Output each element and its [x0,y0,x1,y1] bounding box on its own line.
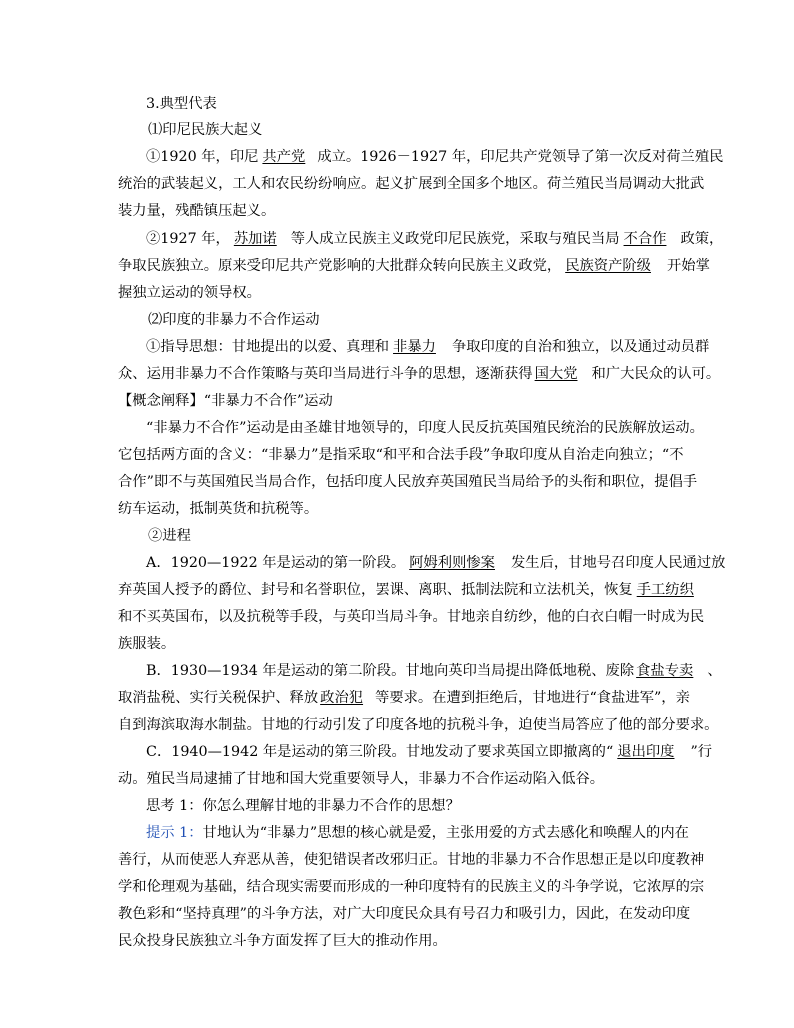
process-A-line2: 弃英国人授予的爵位、封号和名誉职位，罢课、离职、抵制法院和立法机关，恢复 手工纺织 [118,580,702,600]
hint-line4: 教色彩和“坚持真理”的斗争方法，对广大印度民众具有号召力和吸引力，因此，在发动印度 [118,906,691,922]
process-A-line4: 族服装。 [118,636,176,652]
blank-political-prisoners: 政治犯 [320,690,364,706]
indonesia-p1-line1: ①1920 年，印尼 共产党 成立。1926－1927 年，印尼共产党领导了第一次反对荷兰殖民 [146,149,724,165]
indonesia-p1-line2: 统治的武装起义，工人和农民纷纷响应。起义扩展到全国多个地区。荷兰殖民当局调动大批武 [118,176,705,192]
blank-nonviolence: 非暴力 [393,339,436,355]
hint-line2: 善行，从而使恶人弃恶从善，使犯错误者改邪归正。甘地的非暴力不合作思想正是以印度教神 [118,852,705,868]
indonesia-p2-line3: 握独立运动的领导权。 [118,285,261,301]
blank-sukarno: 苏加诺 [233,231,277,247]
blank-amritsar: 阿姆利则惨案 [409,555,495,571]
indonesia-p2-line1: ②1927 年， 苏加诺 等人成立民族主义政党印尼民族党，采取与殖民当局 不合作 政策， [146,231,724,247]
concept-line4: 纺车运动，抵制英货和抗税等。 [118,501,319,517]
process-A-line3: 和不买英国布，以及抗税等手段，与英印当局斗争。甘地亲自纺纱，他的白衣白帽一时成为民 [118,609,705,625]
concept-label: 【概念阐释】“非暴力不合作”运动 [118,393,333,409]
indonesia-p2-line2: 争取民族独立。原来受印尼共产党影响的大批群众转向民族主义政党， 民族资产阶级 开始掌 [118,258,710,274]
hint-line1: 提示 1：甘地认为“非暴力”思想的核心就是爱，主张用爱的方式去感化和唤醒人的内在 [146,825,689,841]
blank-congress: 国大党 [534,366,578,382]
hint-line5: 民众投身民族独立斗争方面发挥了巨大的推动作用。 [118,933,447,949]
blank-communist-party: 共产党 [262,149,306,165]
process-C-line2: 动。殖民当局逮捕了甘地和国大党重要领导人，非暴力不合作运动陷入低谷。 [118,771,605,787]
process-B-line3: 自到海滨取海水制盐。甘地的行动引发了印度各地的抗税斗争，迫使当局答应了他的部分要求。 [118,717,719,733]
process-C-line1: C．1940—1942 年是运动的第三阶段。甘地发动了要求英国立即撤离的“ 退出印度 ”行 [146,744,713,760]
concept-line2: 它包括两方面的含义：“非暴力”是指采取“和平和合法手段”争取印度从自治走向独立；“不 [118,447,684,463]
concept-line1: “非暴力不合作”运动是由圣雄甘地领导的，印度人民反抗英国殖民统治的民族解放运动。 [146,420,704,436]
blank-salt-monopoly: 食盐专卖 [636,663,694,679]
blank-bourgeoisie: 民族资产阶级 [565,258,651,274]
section-title: 3.典型代表 [146,96,217,112]
blank-handweaving: 手工纺织 [636,582,694,598]
process-B-line1: B．1930—1934 年是运动的第二阶段。甘地向英印当局提出降低地税、废除 食盐专卖 、 [146,663,722,679]
process-B-line2: 取消盐税、实行关税保护、释放 政治犯 等要求。在遭到拒绝后，甘地进行“食盐进军”，亲 [118,690,690,706]
process-A-line1: A．1920—1922 年是运动的第一阶段。 阿姆利则惨案 发生后，甘地号召印度人民通过放 [146,555,726,571]
india-guide-line2: 众、运用非暴力不合作策略与英印当局进行斗争的思想，逐渐获得 国大党 和广大民众的认可。 [118,366,721,382]
india-guide-line1: ①指导思想：甘地提出的以爱、真理和 非暴力 争取印度的自治和独立，以及通过动员群 [146,339,710,355]
hint-line3: 学和伦理观为基础，结合现实需要而形成的一种印度特有的民族主义的斗争学说，它浓厚的宗 [118,879,705,895]
think-question: 思考 1：你怎么理解甘地的非暴力不合作的思想？ [146,798,460,814]
blank-quit-india: 退出印度 [617,744,675,760]
indonesia-heading: ⑴印尼民族大起义 [148,122,263,138]
indonesia-p1-line3: 装力量，残酷镇压起义。 [118,203,276,219]
hint-label: 提示 1： [146,825,203,841]
india-heading: ⑵印度的非暴力不合作运动 [148,312,320,328]
blank-non-cooperation: 不合作 [623,231,667,247]
process-heading: ②进程 [148,528,191,544]
concept-line3: 合作”即不与英国殖民当局合作，包括印度人民放弃英国殖民当局给予的头衔和职位，提倡手 [118,474,698,490]
